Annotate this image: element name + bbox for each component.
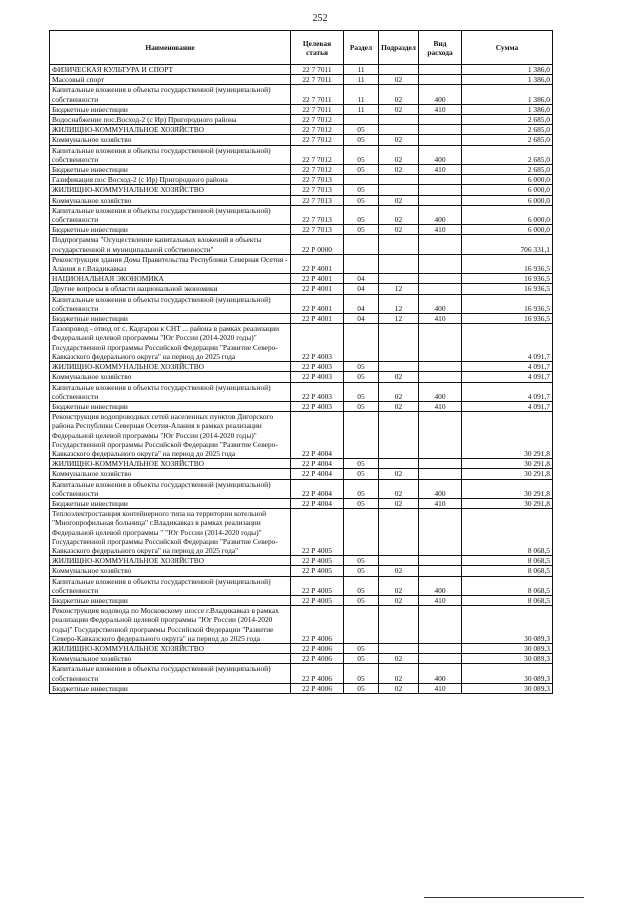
table-row xyxy=(50,115,553,125)
table-row xyxy=(50,372,553,382)
header-target: Целевая статья xyxy=(291,31,344,65)
cell-name: ЖИЛИЩНО-КОММУНАЛЬНОЕ ХОЗЯЙСТВО xyxy=(50,125,291,135)
cell-sum: 16 936,5 xyxy=(462,314,553,324)
cell-target: 22 7 7012 xyxy=(291,115,344,125)
cell-expense-type: 410 xyxy=(419,595,462,605)
header-name: Наименование xyxy=(50,31,291,65)
table-row xyxy=(50,683,553,693)
cell-name: Бюджетные инвестиции xyxy=(50,401,291,411)
cell-expense-type: 410 xyxy=(419,104,462,114)
cell-name: Бюджетные инвестиции xyxy=(50,595,291,605)
cell-subsection: 02 xyxy=(379,195,419,205)
cell-sum: 6 000,0 xyxy=(462,205,553,224)
cell-sum: 8 068,5 xyxy=(462,509,553,556)
cell-section: 05 xyxy=(344,372,379,382)
cell-target: 22 7 7011 xyxy=(291,75,344,85)
table-row xyxy=(50,145,553,164)
table-row xyxy=(50,185,553,195)
table-row xyxy=(50,401,553,411)
cell-name: Бюджетные инвестиции xyxy=(50,314,291,324)
cell-subsection: 02 xyxy=(379,401,419,411)
table-row xyxy=(50,314,553,324)
cell-sum: 16 936,5 xyxy=(462,294,553,313)
cell-sum: 30 291,8 xyxy=(462,479,553,498)
cell-section xyxy=(344,509,379,556)
cell-section xyxy=(344,606,379,644)
cell-sum: 4 091,7 xyxy=(462,401,553,411)
cell-sum: 4 091,7 xyxy=(462,382,553,401)
cell-expense-type: 410 xyxy=(419,683,462,693)
cell-sum: 30 089,3 xyxy=(462,664,553,683)
table-row xyxy=(50,284,553,294)
cell-section: 05 xyxy=(344,643,379,653)
cell-section: 11 xyxy=(344,104,379,114)
cell-target: 22 Р 4001 xyxy=(291,284,344,294)
table-row xyxy=(50,576,553,595)
table-row xyxy=(50,135,553,145)
cell-name: ФИЗИЧЕСКАЯ КУЛЬТУРА И СПОРТ xyxy=(50,65,291,75)
cell-target: 22 Р 4006 xyxy=(291,654,344,664)
cell-name: Бюджетные инвестиции xyxy=(50,104,291,114)
cell-target: 22 7 7013 xyxy=(291,195,344,205)
cell-sum: 2 685,0 xyxy=(462,145,553,164)
cell-subsection: 12 xyxy=(379,294,419,313)
cell-target: 22 Р 4005 xyxy=(291,566,344,576)
cell-name: Бюджетные инвестиции xyxy=(50,683,291,693)
cell-target: 22 7 7013 xyxy=(291,185,344,195)
table-row xyxy=(50,498,553,508)
cell-expense-type xyxy=(419,135,462,145)
cell-section: 04 xyxy=(344,314,379,324)
cell-target: 22 7 7013 xyxy=(291,175,344,185)
cell-section: 04 xyxy=(344,284,379,294)
cell-subsection xyxy=(379,254,419,273)
cell-subsection: 02 xyxy=(379,85,419,104)
cell-expense-type xyxy=(419,75,462,85)
cell-name: Бюджетные инвестиции xyxy=(50,165,291,175)
cell-subsection xyxy=(379,65,419,75)
table-row xyxy=(50,479,553,498)
cell-section: 11 xyxy=(344,65,379,75)
cell-sum: 30 089,3 xyxy=(462,654,553,664)
cell-sum: 8 068,5 xyxy=(462,576,553,595)
cell-section: 05 xyxy=(344,566,379,576)
cell-expense-type: 400 xyxy=(419,479,462,498)
cell-sum: 30 089,3 xyxy=(462,683,553,693)
cell-subsection: 02 xyxy=(379,479,419,498)
table-row xyxy=(50,254,553,273)
cell-target: 22 Р 4006 xyxy=(291,606,344,644)
cell-section: 05 xyxy=(344,556,379,566)
cell-subsection: 02 xyxy=(379,498,419,508)
cell-subsection xyxy=(379,509,419,556)
cell-section: 05 xyxy=(344,195,379,205)
cell-sum: 30 291,8 xyxy=(462,498,553,508)
cell-expense-type xyxy=(419,65,462,75)
cell-name: Капитальные вложения в объекты государственной (муниципальной) собственности xyxy=(50,85,291,104)
cell-name: ЖИЛИЩНО-КОММУНАЛЬНОЕ ХОЗЯЙСТВО xyxy=(50,556,291,566)
table-row xyxy=(50,175,553,185)
cell-name: ЖИЛИЩНО-КОММУНАЛЬНОЕ ХОЗЯЙСТВО xyxy=(50,185,291,195)
cell-subsection: 02 xyxy=(379,576,419,595)
cell-subsection: 02 xyxy=(379,595,419,605)
cell-name: Теплоэлектростанция контейнерного типа на территории котельной "Многопрофильная больница" г.Владикавказ в рамках реализации Федеральной целевой программы " "Юг России (2014-2020 годы)" Государственной программы Российской Федерации "Развитие Северо-Кавказского федерального округа" на период до 2025 года" xyxy=(50,509,291,556)
cell-expense-type xyxy=(419,284,462,294)
cell-target: 22 Р 0000 xyxy=(291,235,344,254)
header-section: Раздел xyxy=(344,31,379,65)
cell-expense-type xyxy=(419,324,462,362)
cell-section: 11 xyxy=(344,75,379,85)
cell-target: 22 Р 4006 xyxy=(291,664,344,683)
cell-name: Реконструкция здания Дома Правительства Республики Северная Осетия - Алания в г.Владикавказ xyxy=(50,254,291,273)
cell-name: Коммунальное хозяйство xyxy=(50,654,291,664)
cell-sum: 1 386,0 xyxy=(462,85,553,104)
cell-sum: 1 386,0 xyxy=(462,75,553,85)
header-subsection: Подраздел xyxy=(379,31,419,65)
cell-expense-type xyxy=(419,566,462,576)
cell-section: 05 xyxy=(344,459,379,469)
cell-target: 22 Р 4001 xyxy=(291,314,344,324)
cell-section: 05 xyxy=(344,362,379,372)
cell-expense-type: 410 xyxy=(419,498,462,508)
cell-section: 05 xyxy=(344,683,379,693)
cell-target: 22 7 7011 xyxy=(291,65,344,75)
table-row xyxy=(50,65,553,75)
cell-expense-type xyxy=(419,412,462,459)
cell-name: Массовый спорт xyxy=(50,75,291,85)
cell-subsection: 02 xyxy=(379,382,419,401)
cell-target: 22 Р 4005 xyxy=(291,595,344,605)
cell-name: Газификация пос Восход-2 (с Ир) Пригородного района xyxy=(50,175,291,185)
cell-target: 22 7 7012 xyxy=(291,165,344,175)
cell-section: 05 xyxy=(344,498,379,508)
cell-name: ЖИЛИЩНО-КОММУНАЛЬНОЕ ХОЗЯЙСТВО xyxy=(50,459,291,469)
table-row xyxy=(50,606,553,644)
cell-name: Капитальные вложения в объекты государственной (муниципальной) собственности xyxy=(50,294,291,313)
header-sum: Сумма xyxy=(462,31,553,65)
table-row xyxy=(50,556,553,566)
cell-section: 05 xyxy=(344,401,379,411)
cell-expense-type xyxy=(419,115,462,125)
cell-name: Капитальные вложения в объекты государственной (муниципальной) собственности xyxy=(50,479,291,498)
budget-table xyxy=(49,30,553,694)
cell-name: Реконструкция водовода по Московскому шоссе г.Владикавказ в рамках реализации Федеральной целевой программы "Юг России (2014-2020 годы)" Государственной программы Российской Федерации "Развитие Северо-Кавказского федерального округа" на период до 2025 года xyxy=(50,606,291,644)
cell-section xyxy=(344,115,379,125)
table-row xyxy=(50,382,553,401)
cell-name: Реконструкция водопроводных сетей населенных пунктов Дигорского района Республики Северная Осетия-Алания в рамках реализации Федеральной целевой программы "Юг России (2014-2020 годы)" Государственной программы Российской Федерации "Развитие Северо-Кавказского федерального округа" на период до 2025 года xyxy=(50,412,291,459)
table-row xyxy=(50,235,553,254)
table-row xyxy=(50,469,553,479)
cell-expense-type: 400 xyxy=(419,85,462,104)
cell-section: 05 xyxy=(344,185,379,195)
cell-section xyxy=(344,175,379,185)
cell-section xyxy=(344,412,379,459)
cell-subsection: 02 xyxy=(379,566,419,576)
cell-subsection xyxy=(379,115,419,125)
cell-subsection xyxy=(379,235,419,254)
cell-name: ЖИЛИЩНО-КОММУНАЛЬНОЕ ХОЗЯЙСТВО xyxy=(50,362,291,372)
cell-section: 05 xyxy=(344,125,379,135)
cell-section: 05 xyxy=(344,576,379,595)
table-row xyxy=(50,125,553,135)
table-row xyxy=(50,324,553,362)
cell-sum: 30 291,8 xyxy=(462,469,553,479)
cell-sum: 6 000,0 xyxy=(462,195,553,205)
cell-subsection xyxy=(379,412,419,459)
cell-name: Капитальные вложения в объекты государственной (муниципальной) собственности xyxy=(50,205,291,224)
cell-sum: 30 089,3 xyxy=(462,643,553,653)
cell-sum: 16 936,5 xyxy=(462,274,553,284)
cell-sum: 6 000,0 xyxy=(462,175,553,185)
cell-expense-type: 400 xyxy=(419,576,462,595)
cell-name: Капитальные вложения в объекты государственной (муниципальной) собственности xyxy=(50,382,291,401)
cell-section: 05 xyxy=(344,664,379,683)
cell-name: Коммунальное хозяйство xyxy=(50,195,291,205)
cell-sum: 8 068,5 xyxy=(462,595,553,605)
table-row xyxy=(50,165,553,175)
cell-name: Капитальные вложения в объекты государственной (муниципальной) собственности xyxy=(50,145,291,164)
cell-target: 22 Р 4004 xyxy=(291,459,344,469)
cell-subsection: 02 xyxy=(379,372,419,382)
cell-expense-type xyxy=(419,469,462,479)
cell-name: Другие вопросы в области национальной экономики xyxy=(50,284,291,294)
cell-section: 05 xyxy=(344,205,379,224)
cell-target: 22 Р 4004 xyxy=(291,498,344,508)
cell-section: 05 xyxy=(344,165,379,175)
cell-name: Коммунальное хозяйство xyxy=(50,372,291,382)
cell-expense-type: 400 xyxy=(419,382,462,401)
cell-sum: 2 685,0 xyxy=(462,135,553,145)
cell-name: Капитальные вложения в объекты государственной (муниципальной) собственности xyxy=(50,576,291,595)
footer-rule xyxy=(424,897,584,898)
cell-sum: 30 089,3 xyxy=(462,606,553,644)
cell-target: 22 Р 4003 xyxy=(291,362,344,372)
cell-name: Бюджетные инвестиции xyxy=(50,498,291,508)
table-row xyxy=(50,195,553,205)
cell-expense-type xyxy=(419,372,462,382)
cell-subsection: 02 xyxy=(379,683,419,693)
cell-subsection xyxy=(379,125,419,135)
cell-target: 22 Р 4004 xyxy=(291,469,344,479)
cell-name: НАЦИОНАЛЬНАЯ ЭКОНОМИКА xyxy=(50,274,291,284)
cell-target: 22 7 7011 xyxy=(291,85,344,104)
cell-target: 22 Р 4003 xyxy=(291,382,344,401)
cell-target: 22 Р 4003 xyxy=(291,401,344,411)
cell-subsection: 02 xyxy=(379,75,419,85)
table-row xyxy=(50,85,553,104)
table-row xyxy=(50,509,553,556)
cell-subsection xyxy=(379,185,419,195)
table-row xyxy=(50,294,553,313)
cell-subsection xyxy=(379,274,419,284)
cell-target: 22 Р 4006 xyxy=(291,643,344,653)
table-row xyxy=(50,412,553,459)
table-row xyxy=(50,274,553,284)
cell-target: 22 7 7013 xyxy=(291,205,344,224)
table-row xyxy=(50,225,553,235)
cell-sum: 2 685,0 xyxy=(462,165,553,175)
cell-section: 05 xyxy=(344,595,379,605)
cell-subsection: 02 xyxy=(379,104,419,114)
table-row xyxy=(50,643,553,653)
cell-subsection xyxy=(379,606,419,644)
cell-sum: 2 685,0 xyxy=(462,115,553,125)
cell-sum: 8 068,5 xyxy=(462,566,553,576)
cell-subsection xyxy=(379,556,419,566)
cell-name: Газопровод - отвод от с. Кадгарон к СНТ ... района в рамках реализации Федеральной целевой программы "Юг России (2014-2020 годы)" Государственной программы Российской Федерации "Развитие Северо-Кавказского федерального округа" на период до 2025 года xyxy=(50,324,291,362)
cell-subsection: 12 xyxy=(379,314,419,324)
cell-sum: 4 091,7 xyxy=(462,324,553,362)
cell-sum: 6 000,0 xyxy=(462,225,553,235)
cell-expense-type: 410 xyxy=(419,225,462,235)
cell-section xyxy=(344,235,379,254)
cell-sum: 6 000,0 xyxy=(462,185,553,195)
cell-section: 05 xyxy=(344,225,379,235)
cell-subsection: 02 xyxy=(379,135,419,145)
cell-expense-type: 400 xyxy=(419,145,462,164)
cell-name: Коммунальное хозяйство xyxy=(50,469,291,479)
cell-sum: 1 386,0 xyxy=(462,65,553,75)
cell-subsection xyxy=(379,643,419,653)
cell-expense-type xyxy=(419,509,462,556)
cell-section: 04 xyxy=(344,274,379,284)
cell-section: 05 xyxy=(344,479,379,498)
cell-subsection xyxy=(379,324,419,362)
cell-expense-type xyxy=(419,606,462,644)
cell-subsection xyxy=(379,459,419,469)
cell-expense-type xyxy=(419,254,462,273)
cell-target: 22 Р 4001 xyxy=(291,294,344,313)
cell-subsection: 12 xyxy=(379,284,419,294)
cell-section xyxy=(344,324,379,362)
cell-subsection: 02 xyxy=(379,145,419,164)
cell-subsection: 02 xyxy=(379,664,419,683)
table-row xyxy=(50,654,553,664)
page-number: 252 xyxy=(312,13,328,24)
table-row xyxy=(50,595,553,605)
table-row xyxy=(50,566,553,576)
cell-expense-type xyxy=(419,362,462,372)
cell-name: Подпрограмма "Осуществление капитальных вложений в объекты государственной и муниципальной собственности" xyxy=(50,235,291,254)
cell-target: 22 Р 4001 xyxy=(291,254,344,273)
cell-target: 22 Р 4004 xyxy=(291,479,344,498)
cell-subsection: 02 xyxy=(379,654,419,664)
cell-section: 05 xyxy=(344,145,379,164)
cell-expense-type xyxy=(419,459,462,469)
cell-section: 05 xyxy=(344,382,379,401)
cell-sum: 4 091,7 xyxy=(462,372,553,382)
cell-name: Коммунальное хозяйство xyxy=(50,566,291,576)
cell-subsection: 02 xyxy=(379,205,419,224)
cell-target: 22 Р 4003 xyxy=(291,372,344,382)
cell-target: 22 Р 4003 xyxy=(291,324,344,362)
cell-name: Капитальные вложения в объекты государственной (муниципальной) собственности xyxy=(50,664,291,683)
cell-target: 22 7 7013 xyxy=(291,225,344,235)
cell-expense-type xyxy=(419,195,462,205)
header-expense-type: Вид расхода xyxy=(419,31,462,65)
cell-target: 22 Р 4005 xyxy=(291,576,344,595)
cell-expense-type xyxy=(419,654,462,664)
cell-target: 22 7 7012 xyxy=(291,145,344,164)
cell-expense-type: 400 xyxy=(419,294,462,313)
cell-section: 04 xyxy=(344,294,379,313)
table-row xyxy=(50,362,553,372)
cell-sum: 2 685,0 xyxy=(462,125,553,135)
cell-expense-type: 400 xyxy=(419,664,462,683)
cell-expense-type: 400 xyxy=(419,205,462,224)
table-row xyxy=(50,205,553,224)
cell-name: ЖИЛИЩНО-КОММУНАЛЬНОЕ ХОЗЯЙСТВО xyxy=(50,643,291,653)
cell-sum: 706 331,1 xyxy=(462,235,553,254)
cell-expense-type xyxy=(419,556,462,566)
table-row xyxy=(50,459,553,469)
cell-target: 22 Р 4006 xyxy=(291,683,344,693)
cell-expense-type xyxy=(419,175,462,185)
cell-expense-type: 410 xyxy=(419,401,462,411)
cell-expense-type: 410 xyxy=(419,165,462,175)
cell-section: 05 xyxy=(344,469,379,479)
cell-expense-type xyxy=(419,125,462,135)
cell-section xyxy=(344,254,379,273)
cell-target: 22 Р 4004 xyxy=(291,412,344,459)
cell-section: 11 xyxy=(344,85,379,104)
cell-section: 05 xyxy=(344,654,379,664)
table-row xyxy=(50,104,553,114)
cell-sum: 1 386,0 xyxy=(462,104,553,114)
cell-sum: 16 936,5 xyxy=(462,254,553,273)
cell-target: 22 Р 4005 xyxy=(291,556,344,566)
cell-subsection xyxy=(379,362,419,372)
cell-sum: 30 291,8 xyxy=(462,459,553,469)
cell-expense-type xyxy=(419,643,462,653)
cell-target: 22 Р 4005 xyxy=(291,509,344,556)
cell-subsection xyxy=(379,175,419,185)
cell-sum: 30 291,8 xyxy=(462,412,553,459)
cell-expense-type xyxy=(419,274,462,284)
cell-name: Коммунальное хозяйство xyxy=(50,135,291,145)
cell-target: 22 7 7011 xyxy=(291,104,344,114)
cell-expense-type: 410 xyxy=(419,314,462,324)
table-header-row xyxy=(50,31,553,65)
cell-section: 05 xyxy=(344,135,379,145)
cell-name: Водоснабжение пос.Восход-2 (с Ир) Пригородного района xyxy=(50,115,291,125)
cell-name: Бюджетные инвестиции xyxy=(50,225,291,235)
cell-subsection: 02 xyxy=(379,165,419,175)
cell-sum: 16 936,5 xyxy=(462,284,553,294)
cell-subsection: 02 xyxy=(379,225,419,235)
cell-target: 22 7 7012 xyxy=(291,135,344,145)
cell-sum: 4 091,7 xyxy=(462,362,553,372)
table-row xyxy=(50,664,553,683)
table-row xyxy=(50,75,553,85)
cell-target: 22 Р 4001 xyxy=(291,274,344,284)
cell-expense-type xyxy=(419,185,462,195)
cell-subsection: 02 xyxy=(379,469,419,479)
cell-target: 22 7 7012 xyxy=(291,125,344,135)
cell-sum: 8 068,5 xyxy=(462,556,553,566)
cell-expense-type xyxy=(419,235,462,254)
